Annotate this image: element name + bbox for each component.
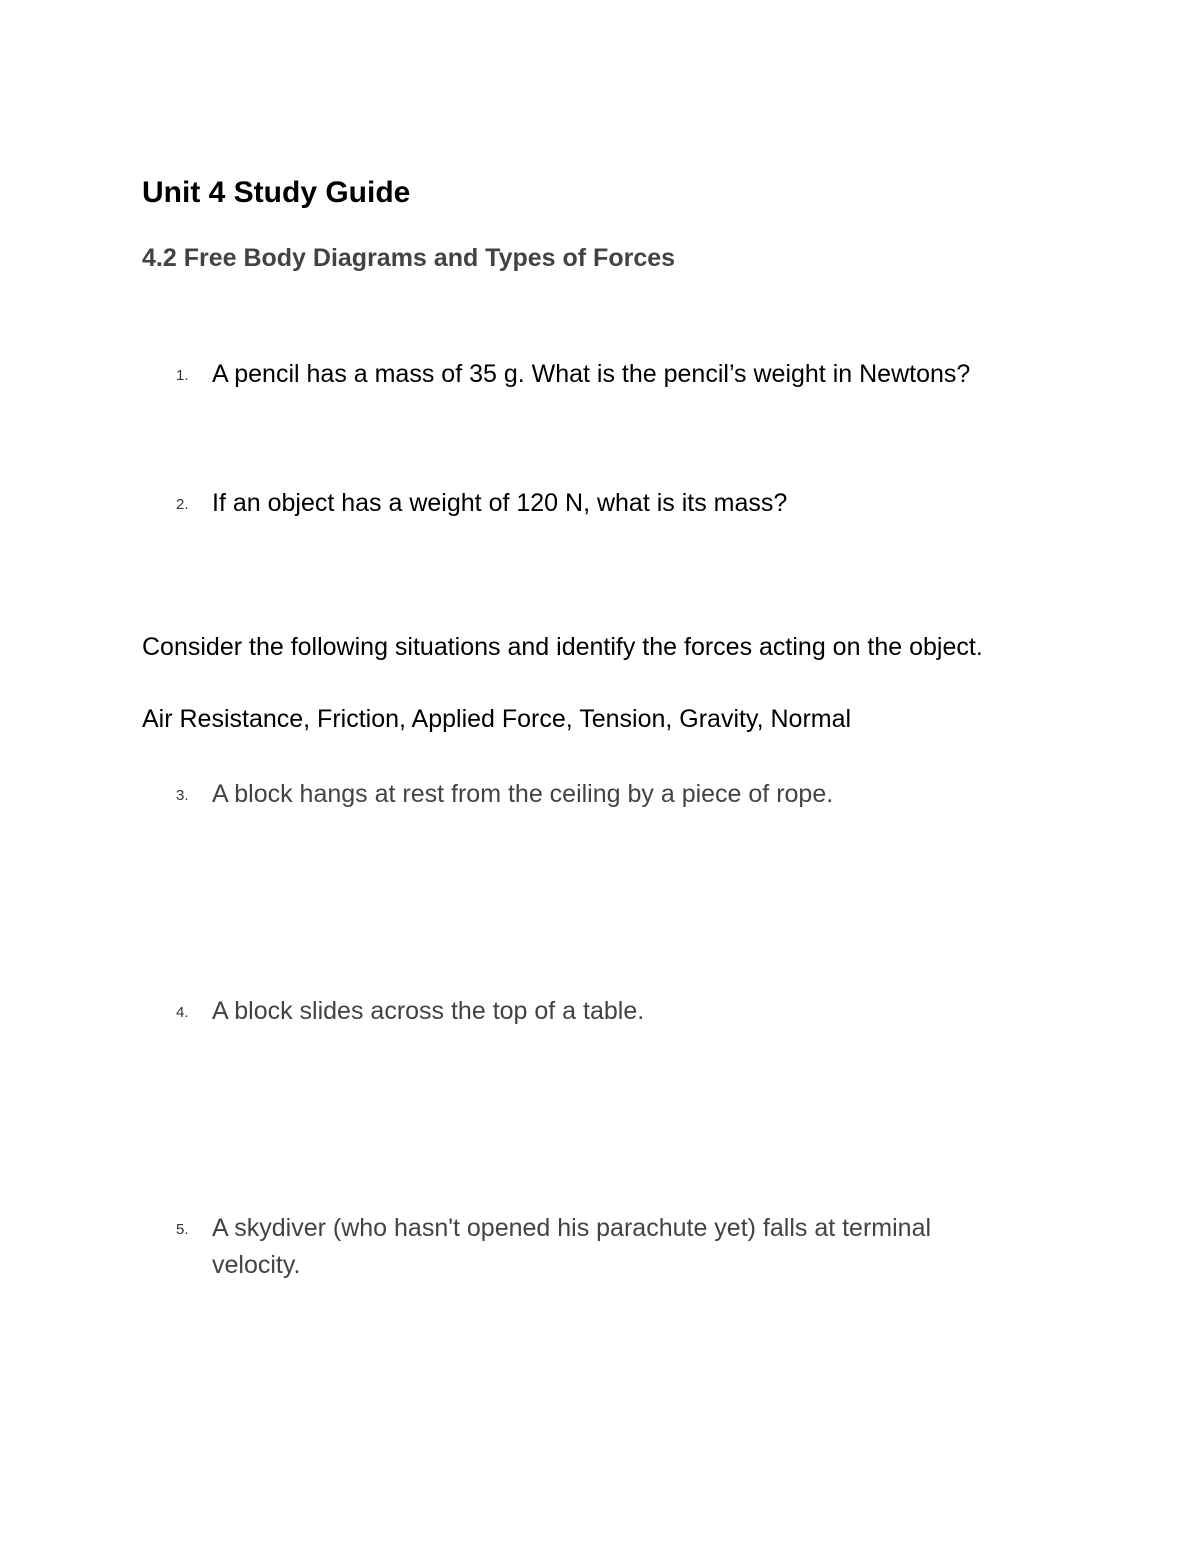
instructions-text: Consider the following situations and identify the forces acting on the object. [142, 633, 983, 661]
question-text: A pencil has a mass of 35 g. What is the pencil’s weight in Newtons? [212, 360, 971, 388]
page-title: Unit 4 Study Guide [142, 176, 411, 209]
question-number: 4. [176, 1004, 189, 1021]
question-number: 2. [176, 496, 189, 513]
question-number: 5. [176, 1221, 189, 1238]
question-number: 3. [176, 787, 189, 804]
force-types-list: Air Resistance, Friction, Applied Force, Tension, Gravity, Normal [142, 705, 852, 733]
section-heading: 4.2 Free Body Diagrams and Types of Forces [142, 244, 676, 272]
question-text: A block hangs at rest from the ceiling by a piece of rope. [212, 780, 834, 808]
question-text: If an object has a weight of 120 N, what is its mass? [212, 489, 788, 517]
question-number: 1. [176, 367, 189, 384]
question-text: A block slides across the top of a table. [212, 997, 645, 1025]
question-text: A skydiver (who hasn't opened his parachute yet) falls at terminal velocity. [212, 1214, 932, 1279]
